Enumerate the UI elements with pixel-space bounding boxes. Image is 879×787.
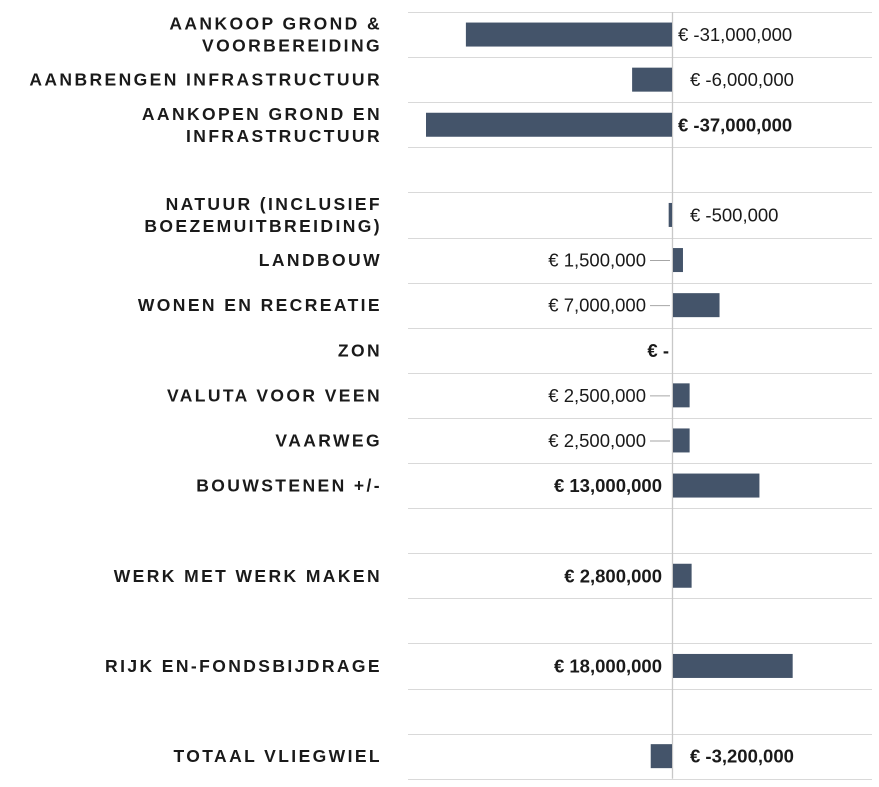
bar bbox=[673, 293, 720, 317]
category-label: ZON bbox=[337, 340, 382, 361]
category-label: WONEN EN RECREATIE bbox=[137, 295, 382, 316]
data-label: € 13,000,000 bbox=[553, 475, 662, 497]
data-label: € -6,000,000 bbox=[690, 69, 794, 91]
data-label: € 2,500,000 bbox=[548, 429, 646, 451]
category-label: RIJK EN-FONDSBIJDRAGE bbox=[105, 655, 382, 676]
bar bbox=[632, 68, 672, 92]
data-label: € 7,000,000 bbox=[548, 294, 646, 316]
data-label: € - bbox=[647, 339, 669, 361]
category-label: AANKOPEN GROND EN INFRASTRUCTUUR bbox=[141, 103, 382, 146]
data-label: € -37,000,000 bbox=[678, 114, 793, 136]
category-label: TOTAAL VLIEGWIEL bbox=[173, 746, 382, 767]
category-label: NATUUR (INCLUSIEF BOEZEMUITBREIDING) bbox=[144, 193, 382, 236]
bar bbox=[673, 248, 683, 272]
category-label: BOUWSTENEN +/- bbox=[196, 475, 382, 496]
bar bbox=[673, 383, 690, 407]
data-label: € 2,800,000 bbox=[564, 565, 662, 587]
category-label: LANDBOUW bbox=[258, 250, 382, 271]
category-label: WERK MET WERK MAKEN bbox=[113, 565, 382, 586]
category-label: VAARWEG bbox=[275, 430, 382, 451]
bar bbox=[669, 203, 672, 227]
bar bbox=[673, 474, 759, 498]
data-label: € 1,500,000 bbox=[548, 249, 646, 271]
bar bbox=[466, 23, 672, 47]
category-label: VALUTA VOOR VEEN bbox=[166, 385, 382, 406]
bar bbox=[426, 113, 672, 137]
bar bbox=[651, 744, 672, 768]
data-label: € 18,000,000 bbox=[553, 655, 662, 677]
data-label: € -31,000,000 bbox=[678, 24, 793, 46]
category-label: AANKOOP GROND & VOORBEREIDING bbox=[169, 13, 382, 56]
data-label: € 2,500,000 bbox=[548, 384, 646, 406]
bar bbox=[673, 564, 692, 588]
category-label: AANBRENGEN INFRASTRUCTUUR bbox=[29, 69, 382, 90]
data-label: € -500,000 bbox=[690, 204, 779, 226]
bar bbox=[673, 428, 690, 452]
data-label: € -3,200,000 bbox=[690, 745, 794, 767]
bar bbox=[673, 654, 793, 678]
